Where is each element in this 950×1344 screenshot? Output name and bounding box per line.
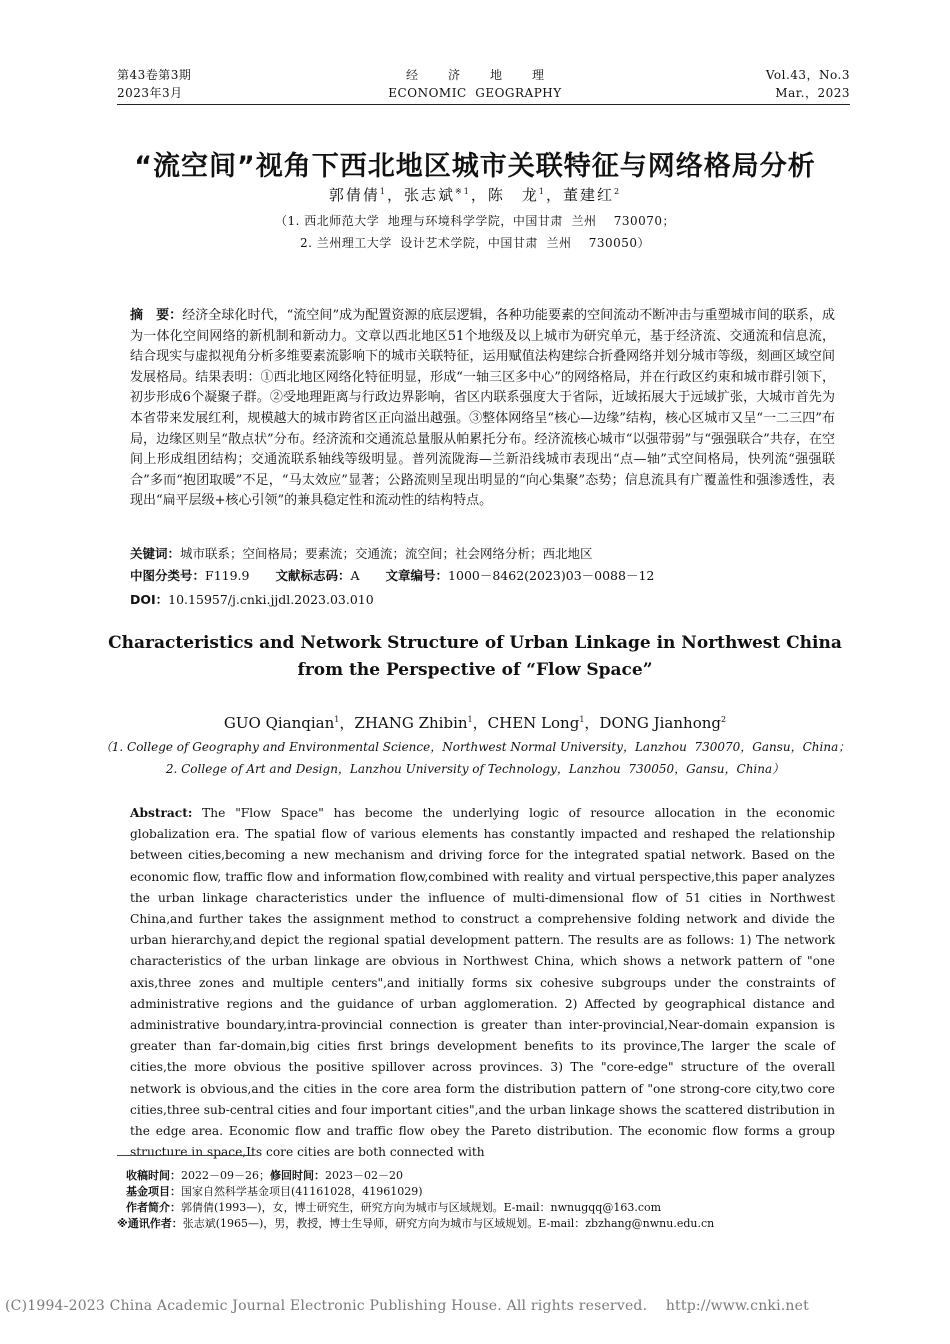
author-en-3: CHEN Long [487, 714, 580, 732]
doc-code-label: 文献标志码： [275, 568, 351, 583]
abstract-en-text: The "Flow Space" has become the underlying logic of resource allocation in the economic globalization era. The spatial flow of various elements has constantly impacted and reshaped the relationship between cities,becoming a new mechanism and driving force for the integrated spatial network. Based on the economic flow, traffic flow and information flow,combined with reality and virtual perspective,this paper analyzes the urban linkage characteristics under the influence of multi-dimensional flow of 51 cities in Northwest China,and further takes the assignment method to construct a comprehensive folding network and divide the urban hierarchy,and depict the regional spatial development pattern. The results are as follows: 1) The network characteristics of the urban linkage are obvious in Northwest China, which shows a network pattern of "one axis,three zones and multiple centers",and initially forms six cohesive subgroups under the constraints of administrative regions and the guidance of urban agglomeration. 2) Affected by geographical distance and administrative boundary,intra-provincial connection is greater than inter-provincial,Near-domain expansion is greater than far-domain,big cities first brings development benefits to its province,The larger the scale of cities,the more obvious the positive spillover across provinces. 3) The "core-edge" structure of the overall network is obvious,and the cities in the core area form the distribution pattern of "one strong-core city,two core cities,three sub-central cities and four important cities",and the urban linkage shows the scattered distribution in the edge area. Economic flow and traffic flow obey the Pareto distribution. The economic flow forms a group structure in space,Its core cities are both connected with [130, 806, 835, 1160]
header-rule [117, 104, 850, 105]
doi-line [130, 590, 835, 610]
affiliation-en-1: （1. College of Geography and Environmental Science，Northwest Normal University，Lanzhou 730070，Gansu，China； [99, 740, 851, 754]
author-3-affil: 1 [538, 187, 546, 196]
author-en-4: DONG Jianhong [599, 714, 721, 732]
funding-label: 基金项目： [126, 1185, 181, 1198]
paper-title-en [0, 630, 950, 684]
paper-title-en-line2: from the Perspective of “Flow Space” [297, 660, 653, 680]
footnote-corresponding [117, 1216, 837, 1232]
author-en-2: ZHANG Zhibin [354, 714, 468, 732]
journal-issue-en [766, 66, 850, 102]
abstract-cn [130, 306, 835, 512]
footnote-author-bio [126, 1200, 846, 1216]
footnote-funding [126, 1184, 846, 1200]
abstract-en [130, 803, 835, 1163]
author-bio-label: 作者简介： [126, 1201, 181, 1214]
paper-title-cn: “流空间”视角下西北地区城市关联特征与网络格局分析 [134, 151, 816, 182]
author-en-1-affil: 1 [334, 715, 340, 724]
paper-title-en-line1: Characteristics and Network Structure of Urban Linkage in Northwest China [108, 633, 842, 653]
abstract-en-label: Abstract: [130, 806, 193, 820]
keywords-cn [130, 544, 835, 564]
issue-date-en: Mar.，2023 [775, 86, 850, 100]
article-no-value: 1000－8462(2023)03－0088－12 [448, 568, 655, 583]
journal-name-cn: 经济地理 [405, 68, 574, 82]
doi-label: DOI： [130, 592, 169, 607]
author-bio-value: 郭倩倩(1993—)，女，博士研究生，研究方向为城市与区域规划。E-mail：nwnugqq@163.com [181, 1201, 662, 1214]
volume-issue: 第43卷第3期 [117, 68, 192, 82]
author-en-1: GUO Qianqian [223, 714, 335, 732]
doc-code-value: A [350, 568, 360, 583]
issue-date: 2023年3月 [117, 86, 183, 100]
author-en-2-affil: 1 [467, 715, 473, 724]
affiliation-cn-2: 2. 兰州理工大学 设计艺术学院，中国甘肃 兰州 730050） [299, 236, 651, 250]
author-en-3-affil: 1 [579, 715, 585, 724]
author-3: 陈 龙 [487, 186, 539, 204]
classification-line [130, 566, 835, 586]
revised-value: 2023－02－20 [325, 1169, 403, 1182]
journal-name-en: ECONOMIC GEOGRAPHY [388, 86, 562, 100]
footnote-rule [117, 1155, 254, 1156]
revised-label: 修回时间： [270, 1169, 325, 1182]
author-4: 董建红 [562, 186, 614, 204]
affiliation-cn-1: （1. 西北师范大学 地理与环境科学学院，中国甘肃 兰州 730070； [274, 214, 676, 228]
doi-value[interactable]: 10.15957/j.cnki.jjdl.2023.03.010 [168, 592, 374, 607]
authors-en: GUO Qianqian$^1$，ZHANG Zhibin$^1$，CHEN Long$^1$，DONG Jianhong$^2$ [223, 714, 727, 732]
authors-cn: 郭倩倩$^1$，张志斌$^{※1}$，陈 龙$^1$，董建红$^2$ [328, 186, 622, 204]
author-2: 张志斌 [404, 186, 456, 204]
footnote-received [126, 1168, 846, 1184]
author-2-affil: ※1 [455, 187, 471, 196]
author-en-4-affil: 2 [721, 715, 727, 724]
corresponding-value: 张志斌(1965—)，男，教授，博士生导师，研究方向为城市与区域规划。E-mail：zbzhang@nwnu.edu.cn [182, 1217, 715, 1230]
author-1: 郭倩倩 [328, 186, 380, 204]
clc-label: 中图分类号： [130, 568, 206, 583]
author-1-affil: 1 [379, 187, 388, 196]
received-value: 2022－09－26； [181, 1169, 270, 1182]
affiliation-en-2: 2. College of Art and Design，Lanzhou University of Technology，Lanzhou 730050，Gansu，China） [165, 762, 785, 776]
received-label: 收稿时间： [126, 1169, 181, 1182]
author-4-affil: 2 [614, 187, 622, 196]
clc-value: F119.9 [205, 568, 250, 583]
volume-issue-en: Vol.43，No.3 [765, 68, 850, 82]
keywords-label: 关键词： [130, 546, 181, 561]
keywords-text: 城市联系；空间格局；要素流；交通流；流空间；社会网络分析；西北地区 [180, 546, 593, 561]
copyright-notice: (C)1994-2023 China Academic Journal Electronic Publishing House. All rights reserved. http://www.cnki.net [5, 1298, 809, 1314]
abstract-cn-label: 摘 要： [130, 308, 183, 323]
funding-value: 国家自然科学基金项目(41161028，41961029) [181, 1185, 423, 1198]
corresponding-label: ※通讯作者： [117, 1217, 183, 1230]
article-no-label: 文章编号： [385, 568, 449, 583]
abstract-cn-text: 经济全球化时代，“流空间”成为配置资源的底层逻辑，各种功能要素的空间流动不断冲击与重塑城市间的联系，成为一体化空间网络的新机制和新动力。文章以西北地区51个地级及以上城市为研究单元，基于经济流、交通流和信息流，结合现实与虚拟视角分析多维要素流影响下的城市关联特征，运用赋值法构建综合折叠网络并划分城市等级，刻画区域空间发展格局。结果表明：①西北地区网络化特征明显，形成“一轴三区多中心”的网络格局，并在行政区约束和城市群引领下，初步形成6个凝聚子群。②受地理距离与行政边界影响，省区内联系强度大于省际，近域拓展大于远域扩张，大城市首先为本省带来发展红利，规模越大的城市跨省区正向溢出越强。③整体网络呈“核心—边缘”结构，核心区城市又呈“一二三四”布局，边缘区则呈“散点状”分布。经济流和交通流总量服从帕累托分布。经济流核心城市“以强带弱”与“强强联合”共存，在空间上形成组团结构；交通流联系轴线等级明显。普列流陇海—兰新沿线城市表现出“点—轴”式空间格局，快列流“强强联合”多而“抱团取暖”不足，“马太效应”显著；公路流则呈现出明显的“向心集聚”态势；信息流具有广覆盖性和强渗透性，表现出“扁平层级+核心引领”的兼具稳定性和流动性的结构特点。 [130, 308, 835, 509]
